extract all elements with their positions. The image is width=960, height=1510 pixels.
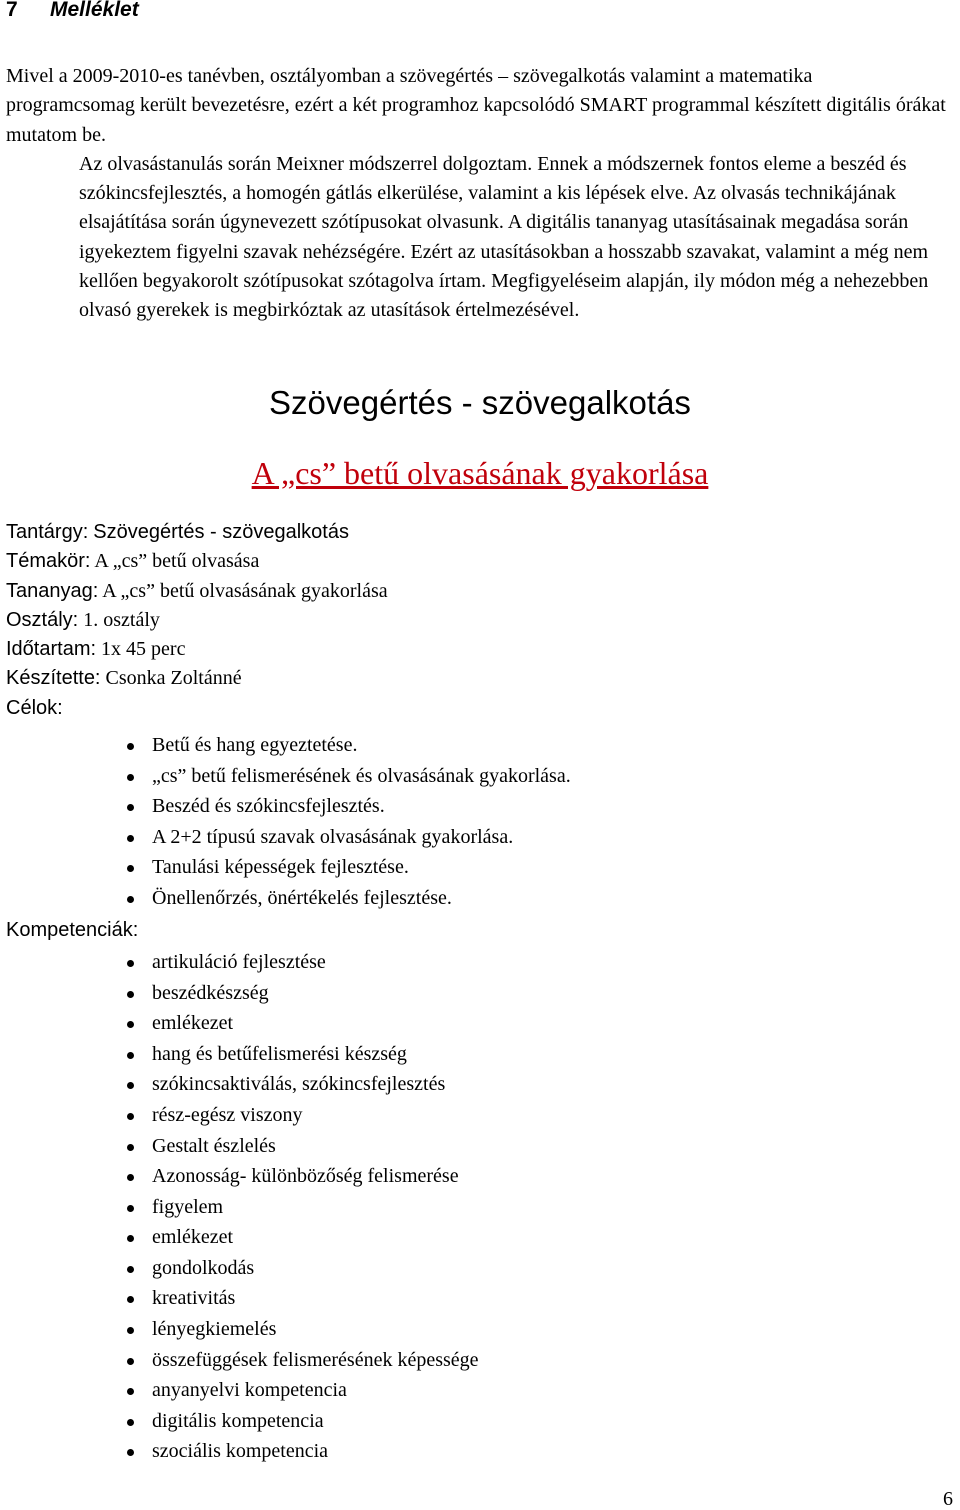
section-number: 7: [6, 0, 18, 21]
meta-topic-value: A „cs” betű olvasása: [94, 550, 260, 573]
bullet-icon: [127, 991, 134, 998]
bullet-icon: [127, 1235, 134, 1242]
competencies-list: [6, 947, 571, 1467]
bullet-icon: [127, 1449, 134, 1456]
bullet-icon: [127, 1327, 134, 1334]
meta-material-label: Tananyag:: [6, 579, 99, 602]
bullet-icon: [127, 1266, 134, 1273]
bullet-icon: [127, 960, 134, 967]
competency-item: anyanyelvi kompetencia: [152, 1375, 571, 1406]
bullet-icon: [127, 865, 134, 872]
meta-class-label: Osztály:: [6, 608, 79, 631]
meta-author-label: Készítette:: [6, 667, 101, 690]
goal-item: Tanulási képességek fejlesztése.: [152, 852, 571, 883]
bullet-icon: [127, 1144, 134, 1151]
competency-item: Gestalt észlelés: [152, 1131, 571, 1162]
bullet-icon: [127, 1205, 134, 1212]
competency-item: szókincsaktiválás, szókincsfejlesztés: [152, 1069, 571, 1100]
meta-competencies-label-row: [6, 916, 571, 945]
competency-item: lényegkiemelés: [152, 1314, 571, 1345]
lesson-metadata: [6, 518, 571, 1467]
bullet-icon: [127, 1052, 134, 1059]
competency-item: emlékezet: [152, 1222, 571, 1253]
competency-item: kreativitás: [152, 1283, 571, 1314]
competency-item: hang és betűfelismerési készség: [152, 1039, 571, 1070]
lesson-title: Szövegértés - szövegalkotás: [269, 384, 691, 421]
meta-subject: [6, 518, 571, 547]
bullet-icon: [127, 1021, 134, 1028]
meta-subject-value: Szövegértés - szövegalkotás: [93, 521, 349, 543]
intro-text: [6, 62, 946, 326]
meta-class-value: 1. osztály: [83, 608, 160, 631]
competency-item: digitális kompetencia: [152, 1406, 571, 1437]
goal-item: „cs” betű felismerésének és olvasásának gyakorlása.: [152, 761, 571, 792]
meta-topic-label: Témakör:: [6, 550, 91, 573]
lesson-subtitle: A „cs” betű olvasásának gyakorlása: [251, 455, 709, 491]
intro-paragraph-2: Az olvasástanulás során Meixner módszerrel dolgoztam. Ennek a módszernek fontos eleme a beszéd és szókincsfejlesztés, a homogén gátlás elkerülése, valamint a kis lépések elve. Az olvasás technikájának elsajátítása során úgynevezett szótípusokat olvasunk. A digitális tananyag utasításainak megadása során igyekeztem figyelni szavak nehézségére. Ezért az utasításokban a hosszabb szavakat, valamint a még nem kellően begyakorolt szótípusokat szótagolva írtam. Megfigyeléseim alapján, ily módon még a nehezebben olvasó gyerekek is megbirkóztak az utasítások értelmezésével.: [79, 152, 929, 322]
goal-item: Önellenőrzés, önértékelés fejlesztése.: [152, 883, 571, 914]
meta-duration-label: Időtartam:: [6, 638, 97, 661]
meta-subject-label: Tantárgy:: [6, 521, 89, 543]
meta-competencies-label: Kompetenciák:: [6, 918, 139, 941]
meta-material-value: A „cs” betű olvasásának gyakorlása: [102, 579, 388, 602]
competency-item: artikuláció fejlesztése: [152, 947, 571, 978]
bullet-icon: [127, 804, 134, 811]
meta-goals-label-row: [6, 694, 571, 723]
meta-material: [6, 577, 571, 606]
bullet-icon: [127, 835, 134, 842]
competency-item: gondolkodás: [152, 1253, 571, 1284]
bullet-icon: [127, 774, 134, 781]
meta-author: [6, 664, 571, 693]
goal-item: A 2+2 típusú szavak olvasásának gyakorlása.: [152, 822, 571, 853]
bullet-icon: [127, 1296, 134, 1303]
goal-item: Betű és hang egyeztetése.: [152, 730, 571, 761]
section-heading: [6, 0, 139, 22]
bullet-icon: [127, 896, 134, 903]
meta-goals-label: Célok:: [6, 696, 63, 719]
bullet-icon: [127, 1113, 134, 1120]
goals-list: [6, 730, 571, 914]
goal-item: Beszéd és szókincsfejlesztés.: [152, 791, 571, 822]
competency-item: emlékezet: [152, 1008, 571, 1039]
bullet-icon: [127, 1358, 134, 1365]
competency-item: Azonosság- különbözőség felismerése: [152, 1161, 571, 1192]
page-number: 6: [943, 1488, 953, 1510]
meta-duration-value: 1x 45 perc: [101, 638, 186, 661]
competency-item: figyelem: [152, 1192, 571, 1223]
competency-item: összefüggések felismerésének képessége: [152, 1345, 571, 1376]
meta-author-value: Csonka Zoltánné: [105, 667, 242, 690]
bullet-icon: [127, 743, 134, 750]
bullet-icon: [127, 1388, 134, 1395]
bullet-icon: [127, 1419, 134, 1426]
competency-item: rész-egész viszony: [152, 1100, 571, 1131]
bullet-icon: [127, 1174, 134, 1181]
bullet-icon: [127, 1082, 134, 1089]
section-title: Melléklet: [50, 0, 139, 21]
intro-paragraph-1: Mivel a 2009-2010-es tanévben, osztályomban a szövegértés – szövegalkotás valamint a matematika programcsomag került bevezetésre, ezért a két programhoz kapcsolódó SMART programmal készített digitális órákat mutatom be.: [6, 65, 946, 146]
meta-topic: [6, 547, 571, 576]
competency-item: beszédkészség: [152, 978, 571, 1009]
meta-class: [6, 606, 571, 635]
competency-item: szociális kompetencia: [152, 1436, 571, 1467]
meta-duration: [6, 635, 571, 664]
